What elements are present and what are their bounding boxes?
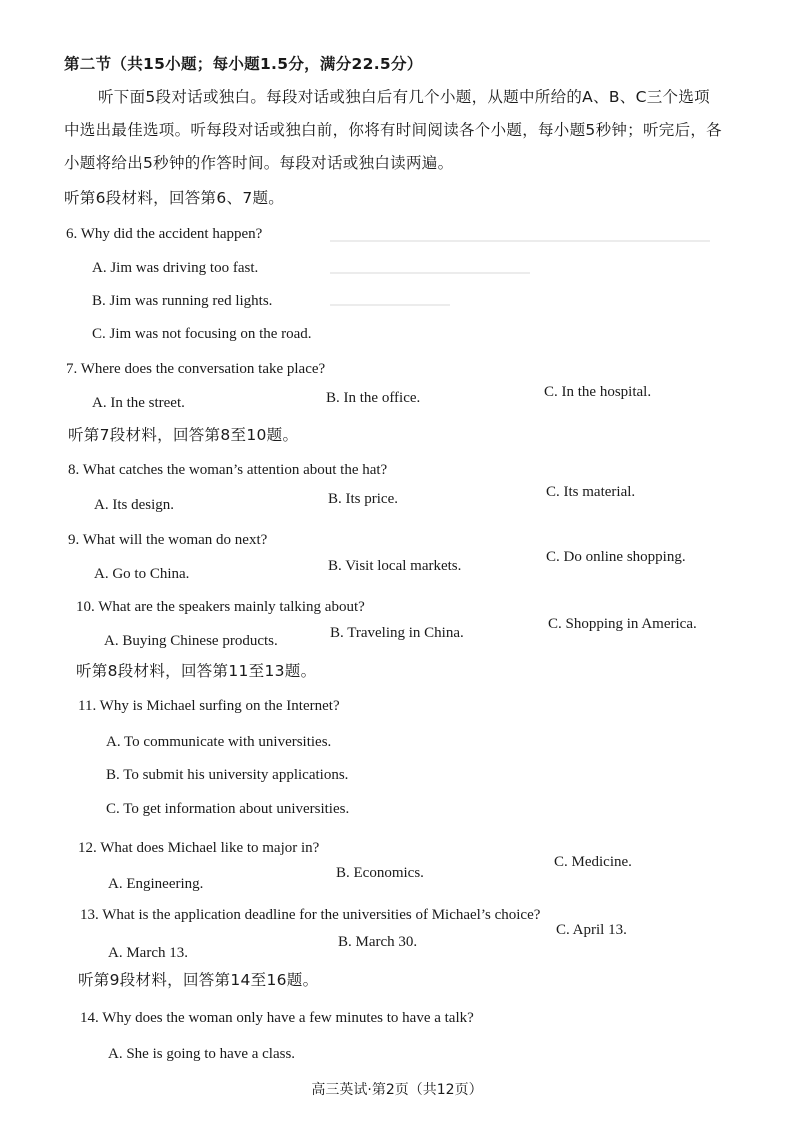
page-footer: 高三英试·第2页（共12页） <box>311 1082 483 1098</box>
question-stem: 11. Why is Michael surfing on the Internet? <box>78 698 340 714</box>
option-c: C. Shopping in America. <box>548 616 697 632</box>
question-stem: 8. What catches the woman’s attention about the hat? <box>68 462 388 478</box>
option-a: A. Buying Chinese products. <box>104 633 278 649</box>
option-b: B. Jim was running red lights. <box>92 293 273 309</box>
question-stem: 13. What is the application deadline for the universities of Michael’s choice? <box>80 907 541 923</box>
instructions-line-3: 小题将给出5秒钟的作答时间。每段对话或独白读两遍。 <box>64 154 454 172</box>
group-header: 听第9段材料，回答第14至16题。 <box>78 971 319 989</box>
question-stem: 6. Why did the accident happen? <box>66 226 263 242</box>
question-stem: 9. What will the woman do next? <box>68 532 268 548</box>
option-c: C. In the hospital. <box>544 384 652 400</box>
option-a: A. Its design. <box>94 497 174 513</box>
group-header: 听第7段材料，回答第8至10题。 <box>68 426 299 444</box>
option-c: C. Do online shopping. <box>546 549 686 565</box>
option-a: A. Jim was driving too fast. <box>92 260 259 276</box>
question-stem: 10. What are the speakers mainly talking about? <box>76 599 365 615</box>
question-stem: 14. Why does the woman only have a few minutes to have a talk? <box>80 1010 474 1026</box>
instructions-line-2: 中选出最佳选项。听每段对话或独白前，你将有时间阅读各个小题，每小题5秒钟；听完后，各 <box>64 121 722 139</box>
option-b: B. Traveling in China. <box>330 625 464 641</box>
bleed-through-line <box>330 272 530 274</box>
group-header: 听第6段材料，回答第6、7题。 <box>64 189 285 207</box>
option-c: C. Jim was not focusing on the road. <box>92 326 312 342</box>
option-b: B. Visit local markets. <box>328 558 462 574</box>
option-b: B. Its price. <box>328 491 398 507</box>
option-c: C. Medicine. <box>554 854 632 870</box>
option-b: B. Economics. <box>336 865 424 881</box>
instructions-line-1: 听下面5段对话或独白。每段对话或独白后有几个小题，从题中所给的A、B、C三个选项 <box>98 88 710 106</box>
option-a: A. In the street. <box>92 395 185 411</box>
group-header: 听第8段材料，回答第11至13题。 <box>76 662 317 680</box>
option-a: A. Engineering. <box>108 876 204 892</box>
option-a: A. March 13. <box>108 945 188 961</box>
option-c: C. Its material. <box>546 484 636 500</box>
option-b: B. March 30. <box>338 934 418 950</box>
bleed-through-line <box>330 304 450 306</box>
question-stem: 7. Where does the conversation take place? <box>66 361 326 377</box>
option-a: A. To communicate with universities. <box>106 734 332 750</box>
option-b: B. To submit his university applications. <box>106 767 349 783</box>
option-c: C. April 13. <box>556 922 627 938</box>
option-a: A. Go to China. <box>94 566 190 582</box>
bleed-through-line <box>330 240 710 242</box>
question-stem: 12. What does Michael like to major in? <box>78 840 320 856</box>
section-heading: 第二节（共15小题；每小题1.5分，满分22.5分） <box>64 55 423 73</box>
option-c: C. To get information about universities. <box>106 801 350 817</box>
option-a: A. She is going to have a class. <box>108 1046 296 1062</box>
option-b: B. In the office. <box>326 390 421 406</box>
